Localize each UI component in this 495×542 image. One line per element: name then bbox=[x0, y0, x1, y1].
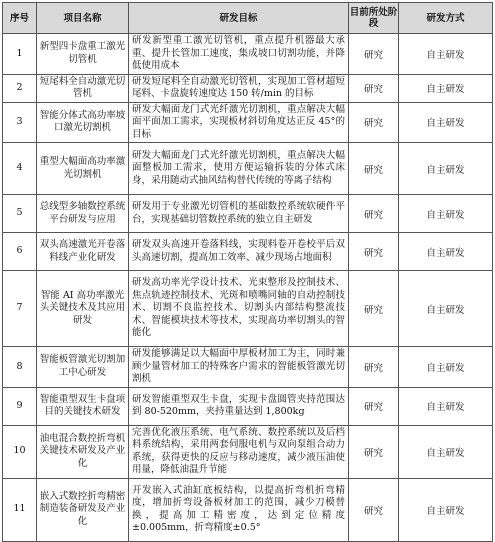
row-no: 6 bbox=[3, 233, 37, 271]
row-name: 智能 AI 高功率激光头关键技术及其应用研发 bbox=[37, 271, 129, 347]
header-mode: 研发方式 bbox=[399, 3, 493, 34]
row-name: 重型大幅面高功率激光切割机 bbox=[37, 143, 129, 195]
row-name: 智能分体式高功率坡口激光切割机 bbox=[37, 102, 129, 143]
row-mode: 自主研发 bbox=[399, 195, 493, 233]
row-no: 5 bbox=[3, 195, 37, 233]
row-no: 10 bbox=[3, 425, 37, 478]
row-no: 3 bbox=[3, 102, 37, 143]
row-goal: 研发用于专业激光切管机的基础数控系统软硬件平台，实现基础切管数控系统的独立自主研发 bbox=[129, 195, 349, 233]
row-stage: 研究 bbox=[349, 425, 399, 478]
row-stage: 研究 bbox=[349, 195, 399, 233]
row-no: 11 bbox=[3, 478, 37, 541]
row-goal: 开发嵌入式油缸底板结构，以提高折弯机折弯精度，增加折弯设备板材加工的范围，减少刀模替换，提高加工精密度，达到定位精度±0.005mm，折弯精度±0.5° bbox=[129, 478, 349, 541]
table-header-row bbox=[3, 3, 493, 34]
table-row bbox=[3, 34, 493, 75]
table-row bbox=[3, 387, 493, 425]
table-row bbox=[3, 478, 493, 541]
row-goal: 研发短尾料全自动激光切管机，实现加工管材超短尾料、卡盘旋转速度达 150 转/min 的目标 bbox=[129, 74, 349, 102]
header-no: 序号 bbox=[3, 3, 37, 34]
row-goal: 研发双头高速开卷落料线，实现料卷开卷校平后双头高速切割，提高加工效率、减少现场占地面积 bbox=[129, 233, 349, 271]
row-no: 1 bbox=[3, 34, 37, 75]
table-row bbox=[3, 271, 493, 347]
table-row bbox=[3, 74, 493, 102]
row-stage: 研究 bbox=[349, 233, 399, 271]
row-mode: 自主研发 bbox=[399, 271, 493, 347]
row-name: 双头高速激光开卷落料线产业化研发 bbox=[37, 233, 129, 271]
row-stage: 研究 bbox=[349, 143, 399, 195]
row-goal: 研发高功率光学设计技术、光束整形及控制技术、焦点轨迹控制技术、光斑和喷嘴同轴的自动控制技术、切割不良监控技术、切割头内部结构整流技术、智能模块技术等技术，实现高功率切割头的智能化 bbox=[129, 271, 349, 347]
row-name: 新型四卡盘重工激光切管机 bbox=[37, 34, 129, 75]
header-name: 项目名称 bbox=[37, 3, 129, 34]
table-row bbox=[3, 102, 493, 143]
row-stage: 研究 bbox=[349, 74, 399, 102]
row-stage: 研究 bbox=[349, 347, 399, 388]
row-stage: 研究 bbox=[349, 387, 399, 425]
row-goal: 研发新型重工激光切管机，重点提升机器最大承重、提升长管加工速度，集成坡口切割功能，并降低使用成本 bbox=[129, 34, 349, 75]
row-mode: 自主研发 bbox=[399, 74, 493, 102]
row-no: 4 bbox=[3, 143, 37, 195]
row-name: 总线型多轴数控系统平台研发与应用 bbox=[37, 195, 129, 233]
row-goal: 研发能够满足以大幅面中厚板材加工为主，同时兼顾少量管材加工的特殊客户需求的智能板管激光切割机 bbox=[129, 347, 349, 388]
row-no: 9 bbox=[3, 387, 37, 425]
row-no: 2 bbox=[3, 74, 37, 102]
row-mode: 自主研发 bbox=[399, 34, 493, 75]
row-goal: 研发大幅面龙门式光纤激光切割机，重点解决大幅面整板加工需求，使用方便运输拆装的分体式床身，采用随动式抽风结构替代传统的等离子结构 bbox=[129, 143, 349, 195]
row-name: 智能重型双生卡盘项目的关键技术研发 bbox=[37, 387, 129, 425]
table-row bbox=[3, 143, 493, 195]
table-row bbox=[3, 347, 493, 388]
row-no: 7 bbox=[3, 271, 37, 347]
row-stage: 研究 bbox=[349, 102, 399, 143]
table-row bbox=[3, 233, 493, 271]
table-row bbox=[3, 425, 493, 478]
row-name: 油电混合数控折弯机关键技术研发及产业化 bbox=[37, 425, 129, 478]
row-no: 8 bbox=[3, 347, 37, 388]
row-mode: 自主研发 bbox=[399, 143, 493, 195]
row-mode: 自主研发 bbox=[399, 425, 493, 478]
row-name: 智能板管激光切割加工中心研发 bbox=[37, 347, 129, 388]
row-stage: 研究 bbox=[349, 271, 399, 347]
row-mode: 自主研发 bbox=[399, 478, 493, 541]
header-goal: 研发目标 bbox=[129, 3, 349, 34]
row-stage: 研究 bbox=[349, 34, 399, 75]
row-name: 嵌入式数控折弯精密制造装备研发及产业化 bbox=[37, 478, 129, 541]
row-mode: 自主研发 bbox=[399, 347, 493, 388]
rd-projects-table-wrap bbox=[2, 2, 492, 542]
row-mode: 自主研发 bbox=[399, 102, 493, 143]
row-goal: 研发智能重型双生卡盘，实现卡盘圆管夹持范围达到 80-520mm，夹持重量达到 1,800kg bbox=[129, 387, 349, 425]
row-name: 短尾料全自动激光切管机 bbox=[37, 74, 129, 102]
row-mode: 自主研发 bbox=[399, 387, 493, 425]
row-mode: 自主研发 bbox=[399, 233, 493, 271]
table-row bbox=[3, 195, 493, 233]
row-goal: 完善优化液压系统、电气系统、数控系统以及后档料系统结构，采用两套伺服电机与双向泵组合动力系统，获得更快的反应与移动速度，减少液压油使用量，降低油温升节能 bbox=[129, 425, 349, 478]
header-stage: 目前所处阶段 bbox=[349, 3, 399, 34]
rd-projects-table bbox=[2, 2, 493, 542]
row-goal: 研发大幅面龙门式光纤激光切割机，重点解决大幅面平面加工需求，实现板材斜切角度达正反 45°的目标 bbox=[129, 102, 349, 143]
row-stage: 研究 bbox=[349, 478, 399, 541]
